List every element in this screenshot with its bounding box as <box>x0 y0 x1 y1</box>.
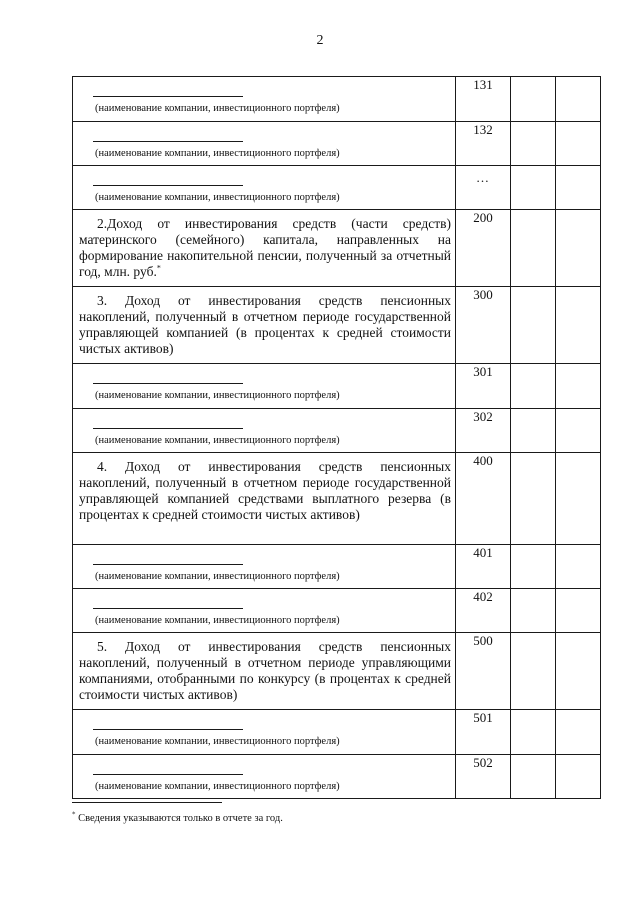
value-cell <box>556 589 601 633</box>
company-name-blank <box>93 185 243 186</box>
footnote-mark: * <box>72 810 76 819</box>
footnote-mark: * <box>156 263 161 273</box>
description-cell <box>73 409 456 453</box>
description-cell <box>73 633 456 710</box>
value-cell <box>556 409 601 453</box>
value-cell <box>511 589 556 633</box>
company-name-blank <box>93 428 243 429</box>
section-text: 4. Доход от инвестирования средств пенсионных накоплений, полученный в отчетном периоде государственной управляющей компанией средствами выплатного резерва (в процентах к средней стоимости чистых активов) <box>79 459 451 522</box>
value-cell <box>511 453 556 545</box>
value-cell <box>511 166 556 210</box>
value-cell <box>511 287 556 364</box>
company-caption: (наименование компании, инвестиционного портфеля) <box>95 103 340 114</box>
footnote <box>72 810 283 824</box>
table-row <box>73 409 601 453</box>
report-table <box>72 76 601 799</box>
value-cell <box>556 364 601 409</box>
row-code: 400 <box>456 453 511 545</box>
company-caption: (наименование компании, инвестиционного портфеля) <box>95 148 340 159</box>
value-cell <box>556 77 601 122</box>
footnote-text: Сведения указываются только в отчете за год. <box>75 813 283 824</box>
row-code: 500 <box>456 633 511 710</box>
value-cell <box>556 755 601 799</box>
value-cell <box>511 364 556 409</box>
value-cell <box>511 710 556 755</box>
value-cell <box>556 210 601 287</box>
value-cell <box>511 77 556 122</box>
company-caption: (наименование компании, инвестиционного портфеля) <box>95 736 340 747</box>
description-cell <box>73 545 456 589</box>
row-code: 132 <box>456 122 511 166</box>
company-caption: (наименование компании, инвестиционного портфеля) <box>95 435 340 446</box>
row-code: … <box>456 166 511 210</box>
section-text: 3. Доход от инвестирования средств пенсионных накоплений, полученный в отчетном периоде государственной управляющей компанией (в процентах к средней стоимости чистых активов) <box>79 293 451 356</box>
footnote-divider <box>72 802 222 803</box>
description-cell <box>73 364 456 409</box>
description-cell <box>73 166 456 210</box>
description-cell <box>73 287 456 364</box>
value-cell <box>511 122 556 166</box>
value-cell <box>556 166 601 210</box>
value-cell <box>556 287 601 364</box>
description-cell <box>73 210 456 287</box>
row-code: 401 <box>456 545 511 589</box>
row-code: 402 <box>456 589 511 633</box>
value-cell <box>556 710 601 755</box>
table-row <box>73 755 601 799</box>
page-number: 2 <box>316 33 324 48</box>
company-name-blank <box>93 774 243 775</box>
table-row <box>73 166 601 210</box>
company-name-blank <box>93 608 243 609</box>
company-name-blank <box>93 564 243 565</box>
description-cell <box>73 755 456 799</box>
company-caption: (наименование компании, инвестиционного портфеля) <box>95 571 340 582</box>
value-cell <box>556 633 601 710</box>
description-cell <box>73 122 456 166</box>
table-row <box>73 77 601 122</box>
company-caption: (наименование компании, инвестиционного портфеля) <box>95 390 340 401</box>
value-cell <box>556 545 601 589</box>
value-cell <box>511 409 556 453</box>
table-row <box>73 364 601 409</box>
description-cell <box>73 589 456 633</box>
description-cell <box>73 77 456 122</box>
company-name-blank <box>93 729 243 730</box>
value-cell <box>511 633 556 710</box>
row-code: 131 <box>456 77 511 122</box>
row-code: 300 <box>456 287 511 364</box>
description-cell <box>73 710 456 755</box>
value-cell <box>511 545 556 589</box>
row-code: 200 <box>456 210 511 287</box>
company-name-blank <box>93 383 243 384</box>
company-name-blank <box>93 141 243 142</box>
section-text: 5. Доход от инвестирования средств пенсионных накоплений, полученный в отчетном периоде управляющими компаниями, отобранными по конкурсу (в процентах к средней стоимости чистых активов) <box>79 639 451 702</box>
table-row <box>73 210 601 287</box>
table-row <box>73 710 601 755</box>
row-code: 501 <box>456 710 511 755</box>
table-row <box>73 545 601 589</box>
value-cell <box>556 122 601 166</box>
section-text-content: 2.Доход от инвестирования средств (части средств) материнского (семейного) капитала, направленных на формирование накопительной пенсии, полученный за отчетный год, млн. руб. <box>79 216 451 279</box>
description-cell <box>73 453 456 545</box>
company-caption: (наименование компании, инвестиционного портфеля) <box>95 781 340 792</box>
row-code: 502 <box>456 755 511 799</box>
value-cell <box>556 453 601 545</box>
company-caption: (наименование компании, инвестиционного портфеля) <box>95 192 340 203</box>
table-row <box>73 453 601 545</box>
table-row <box>73 633 601 710</box>
row-code: 302 <box>456 409 511 453</box>
table-row <box>73 122 601 166</box>
table-row <box>73 287 601 364</box>
section-text <box>73 210 455 286</box>
company-caption: (наименование компании, инвестиционного портфеля) <box>95 615 340 626</box>
company-name-blank <box>93 96 243 97</box>
table-row <box>73 589 601 633</box>
value-cell <box>511 210 556 287</box>
row-code: 301 <box>456 364 511 409</box>
value-cell <box>511 755 556 799</box>
